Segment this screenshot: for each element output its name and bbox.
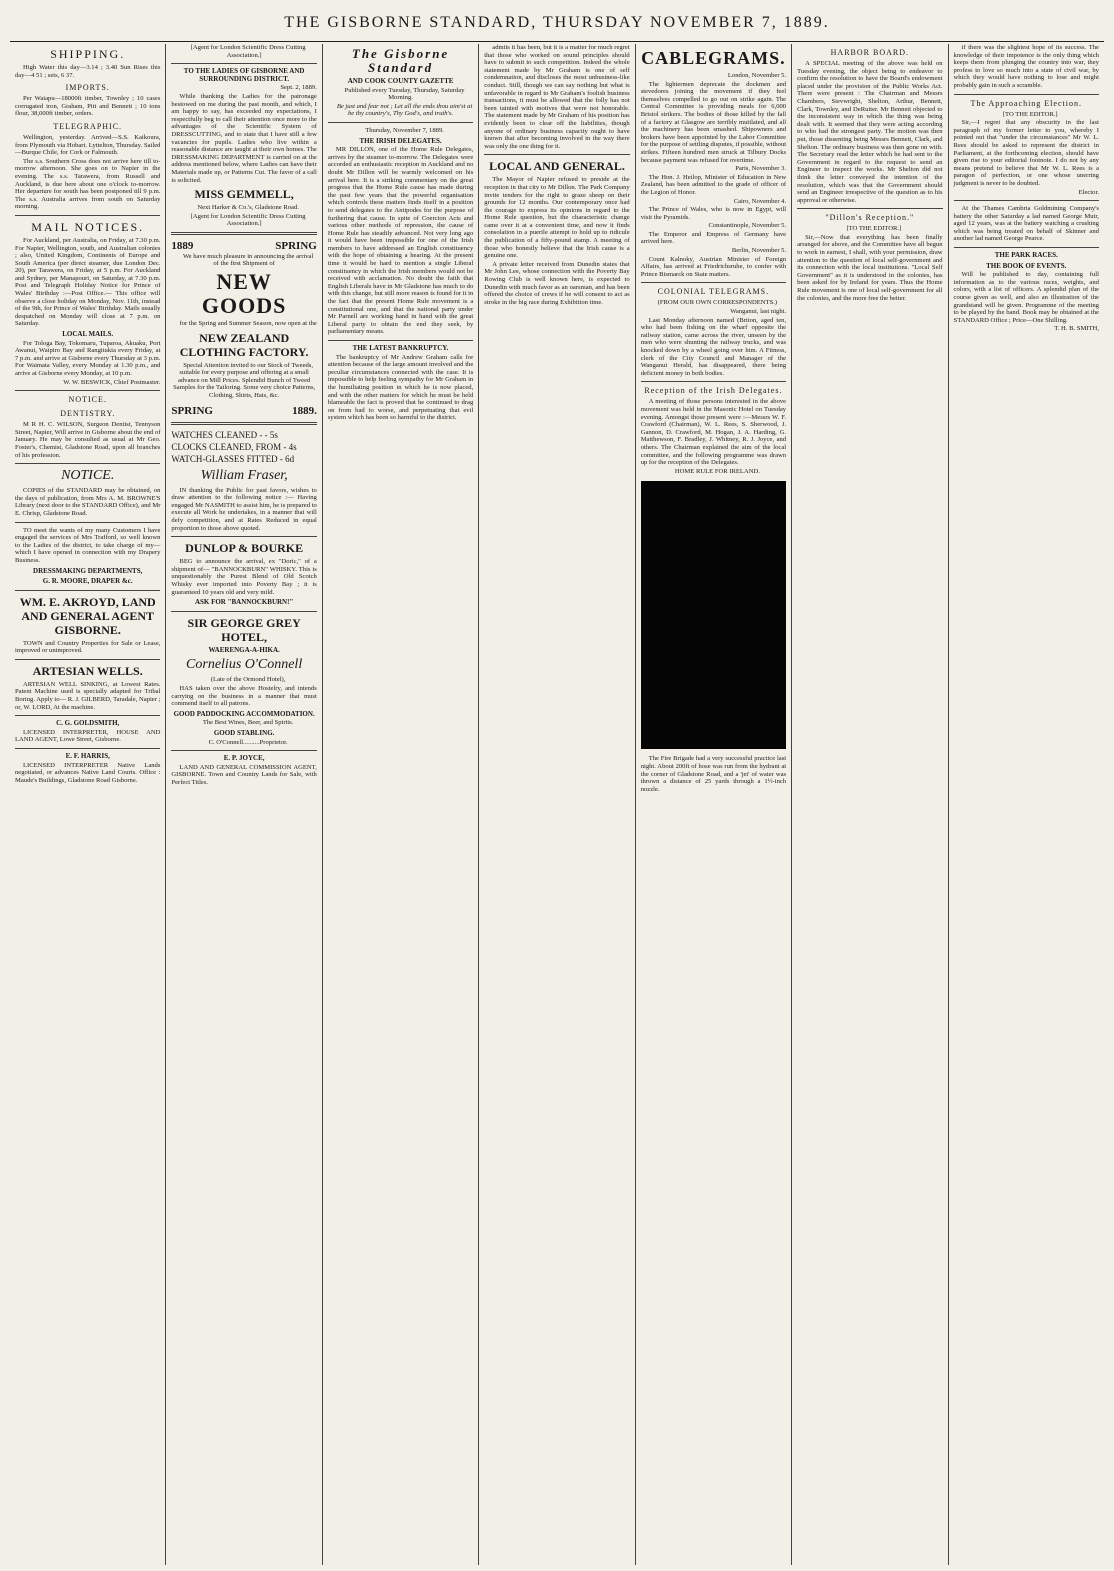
dressmaking-heading: DRESSMAKING DEPARTMENTS,: [33, 566, 143, 575]
berlin-dateline: Berlin, November 5.: [731, 247, 787, 255]
clocks-price: CLOCKS CLEANED, FROM - 4s: [171, 441, 297, 452]
watches-price: WATCHES CLEANED - - 5s: [171, 429, 278, 440]
paper-title: The Gisborne Standard: [351, 46, 450, 75]
fraser-heading: William Fraser,: [200, 467, 288, 483]
colonial-heading: COLONIAL TELEGRAMS.: [657, 287, 770, 297]
column-6: [792, 44, 948, 1565]
smith-signature: T. H. B. SMITH,: [1054, 325, 1099, 333]
approaching-sub: [TO THE EDITOR.]: [1002, 110, 1058, 118]
notice-heading-1: NOTICE.: [68, 395, 107, 405]
column-4: [479, 44, 635, 1565]
best-line: The Best Wines, Beer, and Spirits.: [202, 719, 294, 727]
wanganui-dateline: Wanganui, last night.: [730, 308, 787, 316]
local-mails-text: For Tologa Bay, Tokomaru, Tuparoa, Akuaku, Port Awanui, Waipiro Bay and Rangitukia every Friday, at 7 p.m. and arrive at Gisborne every Thursday at 3 p.m. For Waimata Valley, every Monday at 1.30 p.m., and arrive at Gisborne every Monday, at 10 p.m.: [15, 339, 161, 377]
agent-note-1: [Agent for London Scientific Dress Cutting Association.]: [190, 44, 306, 59]
dillon-heading: "Dillon's Reception.": [825, 213, 915, 223]
book-heading: THE BOOK OF EVENTS.: [986, 261, 1067, 270]
notice-heading-2: NOTICE.: [61, 468, 115, 484]
park-races-heading: THE PARK RACES.: [994, 251, 1058, 260]
spring-year: 1889: [171, 239, 194, 252]
dillon-sub: [TO THE EDITOR.]: [846, 225, 902, 233]
column-5: [636, 44, 792, 1565]
imports-heading: IMPORTS.: [65, 83, 110, 93]
colonial-sub: (FROM OUR OWN CORRESPONDENTS.): [657, 299, 778, 307]
edition-date: Thursday, November 7, 1889.: [365, 126, 444, 134]
artesian-text: ARTESIAN WELL SINKING, at Lowest Rates. Patent Machine used is specially adapted for Tribal Boring. Apply to— R. J. GILBERD, Taradale, Napier ; or, W. LORD, At the machine.: [15, 680, 161, 711]
waerenga-heading: WAERENGA-A-HIKA.: [208, 645, 280, 654]
joyce-text: LAND AND GENERAL COMMISSION AGENT, GISBORNE. Town and Country Lands for Sale, with Perfect Titles.: [171, 763, 317, 786]
grey-hotel-heading: SIR GEORGE GREY HOTEL,: [187, 615, 301, 644]
agent-note-2: [Agent for London Scientific Dress Cutting Association.]: [190, 212, 306, 228]
masthead: THE GISBORNE STANDARD, THURSDAY NOVEMBER 7, 1889.: [10, 8, 1104, 42]
paper-subtitle: AND COOK COUNTY GAZETTE: [347, 77, 454, 85]
mail-heading: MAIL NOTICES.: [31, 219, 145, 234]
wilson-ad: M R H. C. WILSON, Surgeon Dentist, Tennyson Street, Napier, Will arrive in Gisborne about the end of January. He may be consulted as usual at Mr Geo. Foster's, Chemist, Gladstone Road, upon all branches of his profession.: [15, 421, 161, 459]
nz-factory-heading: NEW ZEALAND CLOTHING FACTORY.: [179, 330, 309, 359]
goldsmith-text: LICENSED INTERPRETER, HOUSE AND LAND AGENT, Lowe Street, Gisborne.: [15, 728, 161, 744]
local-general-text: The Mayor of Napier refused to preside at the reception in that city to Mr Dillon. The Park Company invite tenders for the right to graze sheep on their grounds for 12 months. Our contemporary once had the courage to express its opinions in regard to the Home Rule question, but the characteristic change came over it at a convenient time, and now it finds consolation in a puerile attempt to hold up to ridicule the publication of a fifty-pound stamp. A meeting of those who honestly believe that the Irish cause is a genuine one.: [484, 176, 630, 260]
bankruptcy-heading: THE LATEST BANKRUPTCY.: [352, 344, 449, 352]
ladies-date: Sept. 2, 1889.: [280, 84, 317, 92]
mail-text: For Auckland, per Australia, on Friday, at 7.30 p.m. For Napier, Wellington, south, and Australian colonies ; also, United Kingdom, Continents of Europe and South America (per direct steamer, due London Dec. 20), per Tarawera, on Friday, at 5 p.m. For Auckland and Sydney, per Manapouri, on Saturday, at 7.30 p.m. Post and Telegraph Holiday Notice for Prince of Wales' Birthday :—Post Office.— This office will observe a close holiday on Monday, Nov. 11th, instead of the 9th, for Prince of Wales' Birthday. Mails usually despatched on Monday will close at 7 p.m. on Saturday.: [15, 236, 161, 328]
harris-heading: E. F. HARRIS,: [65, 752, 110, 761]
imports-text: Per Waiapu—18000ft timber, Townley ; 10 cases corrugated iron, Graham, Pitt and Bennett ; 10 tons flour, 38,000ft timber, orders.: [15, 95, 161, 118]
book-text: Will be published to day, containing full information as to the various races, weights, and colors, with a list of officers. A splendid plan of the course given as well, and also an illustration of the grandstand will be given. Programme of the meeting to be played by the band. Book may be obtained at the STANDARD Office ; Price—One Shilling.: [953, 271, 1099, 324]
tide-info: High Water this day—3.14 ; 3.40 Sun Rises this day—4 51 ; sets, 6 37.: [15, 64, 161, 79]
oconnell-sub: (Late of the Ormond Hotel),: [210, 676, 286, 684]
telegraphic-heading: TELEGRAPHIC.: [53, 121, 123, 131]
paris-text: The Hon. J. Heilop, Minister of Education in New Zealand, has been admitted to the grade of officer of the Legion of Honor.: [640, 173, 787, 196]
motto: Be just and fear not ; Let all the ends thou aim'st at be thy country's, Thy God's, and truth's.: [336, 102, 473, 118]
cablegrams-heading: CABLEGRAMS.: [641, 48, 786, 68]
private-letter: A private letter received from Dunedin states that Mr John Lee, whose connection with the Poverty Bay Rowing Club is well known here, is expected to Dunedin with much favor as an oarsman, and has been offered the choice of crews if he will consent to act as stroke in the big race during Exhibition time.: [484, 260, 630, 306]
gemmell-heading: MISS GEMMELL,: [194, 187, 294, 202]
local-general-heading: LOCAL AND GENERAL.: [489, 159, 625, 174]
new-goods-heading: NEW GOODS: [201, 269, 287, 319]
factory-text: Special Attention invited to our Stock of Tweeds, suitable for every purpose and offering at a small advance on Mill Prices. Splendid Bunch of Tweed Samples for the Tailoring. Some very choice Patterns, Clothing, Shirts, Hats, &c.: [173, 361, 316, 400]
fraser-text: IN thanking the Public for past favors, wishes to draw attention to the following notice :— Having engaged Mr NASMITH to assist him, he is prepared to execute all Work he undertakes, in a manner that will defy competition, and at Rates Reduced in equal proportion to those above quoted.: [171, 486, 317, 532]
irish-continued: if there was the slightest hope of its success. The knowledge of their impotence is the only thing which keeps them from plunging the country into war, they profess to love so much into a state of civil war, by which they would have nothing to lose and might probably gain in such a scramble.: [953, 44, 1099, 89]
column-1: [10, 44, 166, 1565]
local-mails-heading: LOCAL MAILS.: [62, 330, 114, 339]
dunlop-heading: DUNLOP & BOURKE: [185, 541, 304, 556]
approaching-heading: The Approaching Election.: [970, 98, 1082, 108]
paris-dateline: Paris, November 3.: [735, 165, 787, 173]
goldsmith-heading: C. G. GOLDSMITH,: [56, 719, 120, 728]
joyce-heading: E. P. JOYCE,: [223, 754, 265, 763]
london-dateline: London, November 5.: [727, 72, 787, 79]
oconnell-heading: Cornelius O'Connell: [186, 657, 303, 673]
spring-word-2: SPRING: [171, 404, 213, 417]
new-goods-sub: for the Spring and Summer Season, now open at the: [179, 320, 317, 328]
column-7: [949, 44, 1104, 1565]
proprietor-line: C. O'Connell..........Proprietor.: [208, 738, 288, 746]
dillon-text: Sir,—Now that everything has been finally arranged for above, and the Committee have all begun to work in earnest, I shall, with your permission, draw attention to the question of local self-government and its connection with the local institutions. "Local Self Government" as it is understood in the colonies, has been asked for by Ireland for years. Thus the Home Rule movement is one of local self-government for all the colonies, and the more free the better.: [797, 233, 943, 302]
published-line: Published every Tuesday, Thursday, Saturday Morning.: [344, 86, 465, 102]
stabling-line: GOOD STABLING.: [213, 728, 275, 737]
watch-prices: [171, 429, 316, 465]
ladies-text: While thanking the Ladies for the patronage bestowed on me during the past month, and which, I am happy to say, has exceeded my expectations, I respectfully beg to call their attention once more to the advantages of the Scientific System of DRESSCUTTING, and to state that I have still a few vacancies for pupils. Ladies who live within a reasonable distance are taught at their own homes. The DRESSMAKING DEPARTMENT is carried on at the address mentioned below, where Ladies can have their Materials made up, or Patterns Cut. The favor of a call is solicited.: [171, 92, 317, 184]
dressmaking-text: TO meet the wants of my many Customers I have engaged the services of Mrs Trafford, so well known to the Ladies of the district, to take charge of my— which I have opened in connection with my Drapery Business.: [15, 526, 161, 564]
gemmell-address: Next Harker & Co.'s, Gladstone Road.: [197, 204, 299, 212]
const-text: The Emperor and Empress of Germany have arrived here.: [640, 230, 787, 246]
elector-signature: Elector.: [1078, 188, 1099, 196]
thames-text: At the Thames Cambria Goldmining Company's battery the other Saturday a lad named George Muir, aged 12 years, was at the battery watching a crushing which was being treated on behalf of Skinner and another lad named George Pearce.: [953, 205, 1099, 243]
cairo-dateline: Cairo, November 4.: [733, 197, 787, 205]
const-dateline: Constantinople, November 5.: [708, 222, 787, 230]
artesian-heading: ARTESIAN WELLS.: [32, 663, 143, 678]
bannockburn-line: ASK FOR "BANNOCKBURN!": [194, 598, 294, 607]
delegates-heading: THE IRISH DELEGATES.: [359, 136, 442, 145]
harbor-heading: HARBOR BOARD.: [830, 48, 909, 57]
dentistry-heading: DENTISTRY.: [60, 409, 116, 419]
oconnell-text: HAS taken over the above Hostelry, and intends carrying on the business in a manner that must commend itself to all patrons.: [171, 684, 317, 708]
spring-word: SPRING: [275, 239, 317, 252]
glasses-price: WATCH-GLASSES FITTED - 6d: [171, 453, 295, 464]
delegates-text: MR DILLON, one of the Home Rule Delegates, arrives by the steamer to-morrow. The Delegates were accorded an enthusiastic reception in Auckland and no doubt Mr Dillon will be warmly welcomed on his arrival here. It is a striking commentary on the great progress that the Home Rule cause has made during the past few years that the powerful organisation which controls these matters finds itself in a position to send delegates to the Antipodes for the purpose of furthering that cause. In spite of Coercion Acts and various other methods of repression, the cause of Home Rule has steadily advanced. Not very long ago it would have been impossible for one of the Irish members to have addressed an English constituency with the hope of obtaining a hearing. At the present time it would be hard to mention a single Liberal constituency in which the Irish members would not be received with acclamation. No doubt the faith that English Liberals have in Mr Gladstone has much to do with this change, but still more reason is found for it in the fact that the present Home Rule movement is a constitutional one, and that the national party under Mr Parnell are working hand in hand with the great Liberal party to obtain the end they seek, by parliamentary means.: [327, 146, 474, 336]
home-rule-line: HOME RULE FOR IRELAND.: [674, 467, 760, 475]
akroyd-heading: WM. E. AKROYD, LAND AND GENERAL AGENT GISBORNE.: [19, 594, 156, 637]
colonial-text: Last Monday afternoon named (Briton, aged ten, who had been fishing on the wharf opposite the railway station, came across the river, unseen by the men who were shunting the railway trucks, and was knocked down by a wheel going over him. A Fitness, clerk of the City Council and Manager of the Wanganui Herald, has disappeared, there being deficient money in both bodies.: [640, 316, 787, 377]
shipping-heading: SHIPPING.: [50, 47, 126, 61]
reception-text: A meeting of those persons interested in the above movement was held in the Masonic Hotel on Tuesday evening. Amongst those present were :—Messrs W. F. Crawford (Chairman), W. L. Rees, S. Sherwood, J. Gannon, D. Crawford, M. Hogan, J. A. Harding, G. Matthewson, F. Bradley, J. Whitney, R. J. Joyce, and others. The Chairman explained the aim of the local committee, and the following programme was drawn up for the reception of the Delegates.: [640, 398, 787, 467]
harris-text: LICENSED INTERPRETER Native Lands negotiated, or advances Native Land Courts. Office : Maude's Buildings, Gladstone Road Gisborne.: [15, 761, 161, 784]
berlin-text: Count Kalnoky, Austrian Minister of Foreign Affairs, has arrived at Friedrichsruhe, to confer with Prince Bismarck on State matters.: [640, 255, 787, 278]
spring-year-2: 1889.: [292, 404, 317, 417]
shipping-notes: The s.s. Southern Cross does not arrive here till to-morrow afternoon. She goes on to Napier in the evening. The s.s. Tarawera, from Russell and Auckland, is due here about one o'clock to-morrow. Her departure for south has been postponed till 9 p.m. The s.s. Australia arrives from south on Saturday morning.: [15, 157, 161, 211]
column-2: [166, 44, 322, 1565]
ladies-heading: TO THE LADIES OF GISBORNE AND SURROUNDING DISTRICT.: [183, 67, 305, 83]
columns: [10, 44, 1104, 1565]
cable-text: The lightermen deprecate the dockmen and stevedores joining the movement if they feel themselves compelled to go out on strike again. The Central Committee is providing meals for 6,000 Bristol strikers. The bodies of those killed by the fall of a factory at Glasgow are terribly mutilated, and all the machinery has been smashed. Shipowners and brokers have been appointed by the Labor Committee for the purpose of settling disputes, if possible, without strikes. Fifteen hundred men struck at Tilbury Docks because payment was refused for overtime.: [640, 80, 787, 164]
bankruptcy-text: The bankruptcy of Mr Andrew Graham calls for attention because of the large amount involved and the peculiar circumstances connected with the case. It is impossible to help feeling sympathy for Mr Graham in the humiliating position in which he is now placed, and with the other matters for which he must be held blameable the fact is proved that he continued to drag on from bad to worse, and perpetuating that evil system which has been so harmful to the district.: [327, 353, 474, 422]
approaching-text: Sir,—I regret that any obscurity in the last paragraph of my former letter to you, whereby I pointed out that "under the circumstances" Mr W. L. Rees should be asked to represent the district in Parliament, at the forthcoming election, should have given rise to your editorial footnote. I do not by any means pretend to believe that Mr W. L. Rees is a paragon of perfection, or one whose unerring judgment is never to be doubted.: [953, 119, 1099, 187]
fire-brigade-text: The Fire Brigade had a very successful practice last night. About 200ft of hose was run from the hydrant at the corner of Gladstone Road, and a 'jet' of water was thrown a distance of 25 yards through a 1½-inch nozzle.: [640, 755, 787, 793]
redacted-block: [641, 481, 786, 749]
telegraphic-text: Wellington, yesterday. Arrived—S.S. Kaikoura, from Plymouth via Hobart. Lyttelton, Thursday. Sailed—Burque Chile, for Cork or Falmouth.: [15, 133, 161, 157]
column-3: [323, 44, 479, 1565]
copies-notice: COPIES of the STANDARD may be obtained, on the days of publication, from Mrs A. M. BROWNE'S Library (next door to the STANDARD Office), and Mr E. Chrisp, Gladstone Road.: [15, 487, 161, 517]
postmaster: W. W. BESWICK, Chief Postmaster.: [63, 378, 161, 386]
spring-text: We have much pleasure in announcing the arrival of the first Shipment of: [182, 252, 314, 268]
reception-heading: Reception of the Irish Delegates.: [644, 386, 783, 396]
dunlop-text: BEG to announce the arrival, ex "Doric," of a shipment of— "BANNOCKBURN" WHISKY. This is unquestionably the Purest Blend of Old Scotch Whisky ever imported into Poverty Bay ; it is guaranteed 10 years old and very mild.: [171, 558, 317, 596]
harbor-text: A SPECIAL meeting of the above was held on Tuesday evening, the object being to endeavor to confirm the resolution to have the Board's endowment placed under the provision of the Public Works Act. There were present : The Chairman and Messrs Chambers, Sievwright, Shelton, Arthur, Bennett, Clark, Townley, and DeRuiter. Mr Bennett objected to the inconsistent way in which the thing was being dealt with. It seemed that they were acting according to who had the strongest party. The motion was then put, those dissenting being Messrs Bennett, Clark, and Shelton. The ordinary business was then gone on with. The Secretary read the letter which he had sent to the Government in regard to the request to send an Engineer to inspect the works. Mr Shelton did not think the letter conveyed the intention of the resolution, which was that the Government should send an Engineer irrespective of the question as to his approval or otherwise.: [797, 60, 943, 204]
paddock-line: GOOD PADDOCKING ACCOMMODATION.: [173, 709, 315, 718]
akroyd-text: TOWN and Country Properties for Sale or Lease, improved or unimproved.: [15, 639, 161, 655]
cairo-text: The Prince of Wales, who is now in Egypt, will visit the Pyramids.: [640, 206, 787, 221]
moore-signature: G. R. MOORE, DRAPER &c.: [42, 577, 133, 586]
graham-continued: admits it has been, but it is a matter for much regret that those who worked on sound principles should have to submit to such competition. Indeed the whole statement made by Mr Graham is one of self condemnation, and discloses the most unbusiness-like conduct. Still, though we can say nothing but what is unfavorable in regard to Mr Graham's foolish business transactions, it must be allowed that the folly has not been tainted with motives that were not honorable. The statement made by Mr Graham of his position has evidently been to clear off the liabilities, though anyone of ordinary business capacity ought to have known that after becoming involved in the way there was only the one thing for it.: [484, 44, 630, 150]
